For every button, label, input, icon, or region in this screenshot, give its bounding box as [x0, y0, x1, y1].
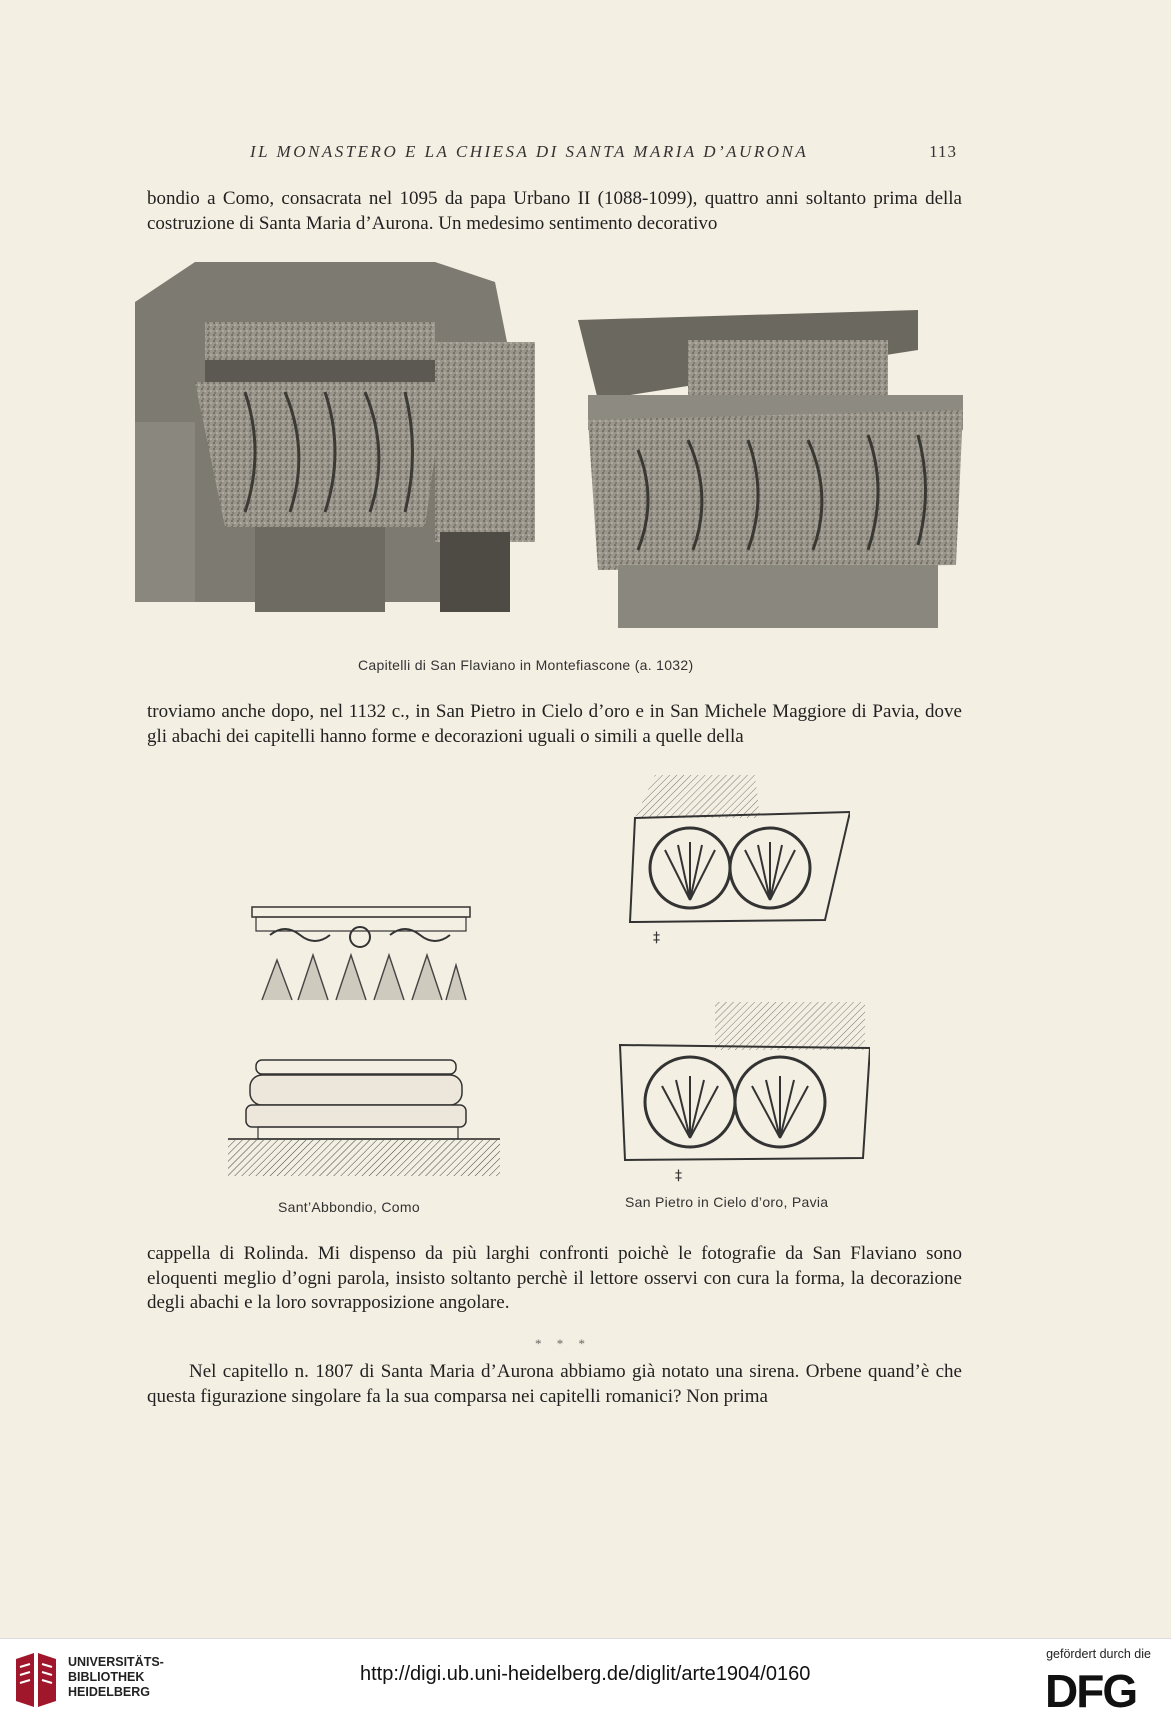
- svg-text:‡: ‡: [653, 930, 660, 945]
- page-number: 113: [929, 142, 957, 161]
- page-header: [145, 142, 965, 166]
- running-title: IL MONASTERO E LA CHIESA DI SANTA MARIA D’AURONA: [250, 142, 809, 161]
- permalink-url[interactable]: http://digi.ub.uni-heidelberg.de/diglit/arte1904/0160: [360, 1663, 811, 1685]
- drawing-abacus-fragment-lower: [615, 1000, 870, 1182]
- dfg-logo-text: DFG: [1045, 1665, 1137, 1713]
- dfg-logo-icon: [1043, 1665, 1151, 1713]
- university-library-logo-icon: [12, 1651, 60, 1709]
- paragraph-3: cappella di Rolinda. Mi dispenso da più larghi confronti poichè le fotografie da San Flaviano sono eloquenti meglio d’ogni parola, insisto soltanto perchè il lettore osservi con cura la forma, la decorazione degli abachi e la loro sovrapposizione angolare.: [147, 1243, 962, 1313]
- library-name-line-3: HEIDELBERG: [68, 1685, 150, 1699]
- library-name: [68, 1655, 164, 1700]
- funding-label: gefördert durch die: [1046, 1647, 1151, 1661]
- drawing-santabbondio-capital: [250, 905, 472, 1005]
- photo-capital-left: [135, 262, 545, 624]
- caption-photos: Capitelli di San Flaviano in Montefiascone (a. 1032): [358, 657, 694, 673]
- paragraph-1: bondio a Como, consacrata nel 1095 da papa Urbano II (1088-1099), quattro anni soltanto prima della costruzione di Santa Maria d’Aurona. Un medesimo sentimento decorativo: [147, 188, 962, 234]
- photo-capital-right: [578, 310, 978, 628]
- paragraph-4: Nel capitello n. 1807 di Santa Maria d’Aurona abbiamo già notato una sirena. Orbene quand’è che questa figurazione singolare fa la sua comparsa nei capitelli romanici? Non prima: [147, 1361, 962, 1407]
- drawing-abacus-fragment-upper: [625, 770, 850, 945]
- viewer-footer: [0, 1638, 1171, 1722]
- caption-santabbondio: Sant’Abbondio, Como: [278, 1199, 420, 1215]
- library-name-line-1: UNIVERSITÄTS-: [68, 1655, 164, 1669]
- paragraph-2: troviamo anche dopo, nel 1132 c., in San Pietro in Cielo d’oro e in San Michele Maggiore di Pavia, dove gli abachi dei capitelli hanno forme e decorazioni uguali o simili a quelle della: [147, 701, 962, 747]
- section-separator: * * *: [535, 1336, 591, 1351]
- caption-sanpietro: San Pietro in Cielo d’oro, Pavia: [625, 1194, 829, 1210]
- drawing-santabbondio-base: [228, 1055, 500, 1177]
- library-name-line-2: BIBLIOTHEK: [68, 1670, 145, 1684]
- svg-text:‡: ‡: [675, 1168, 682, 1182]
